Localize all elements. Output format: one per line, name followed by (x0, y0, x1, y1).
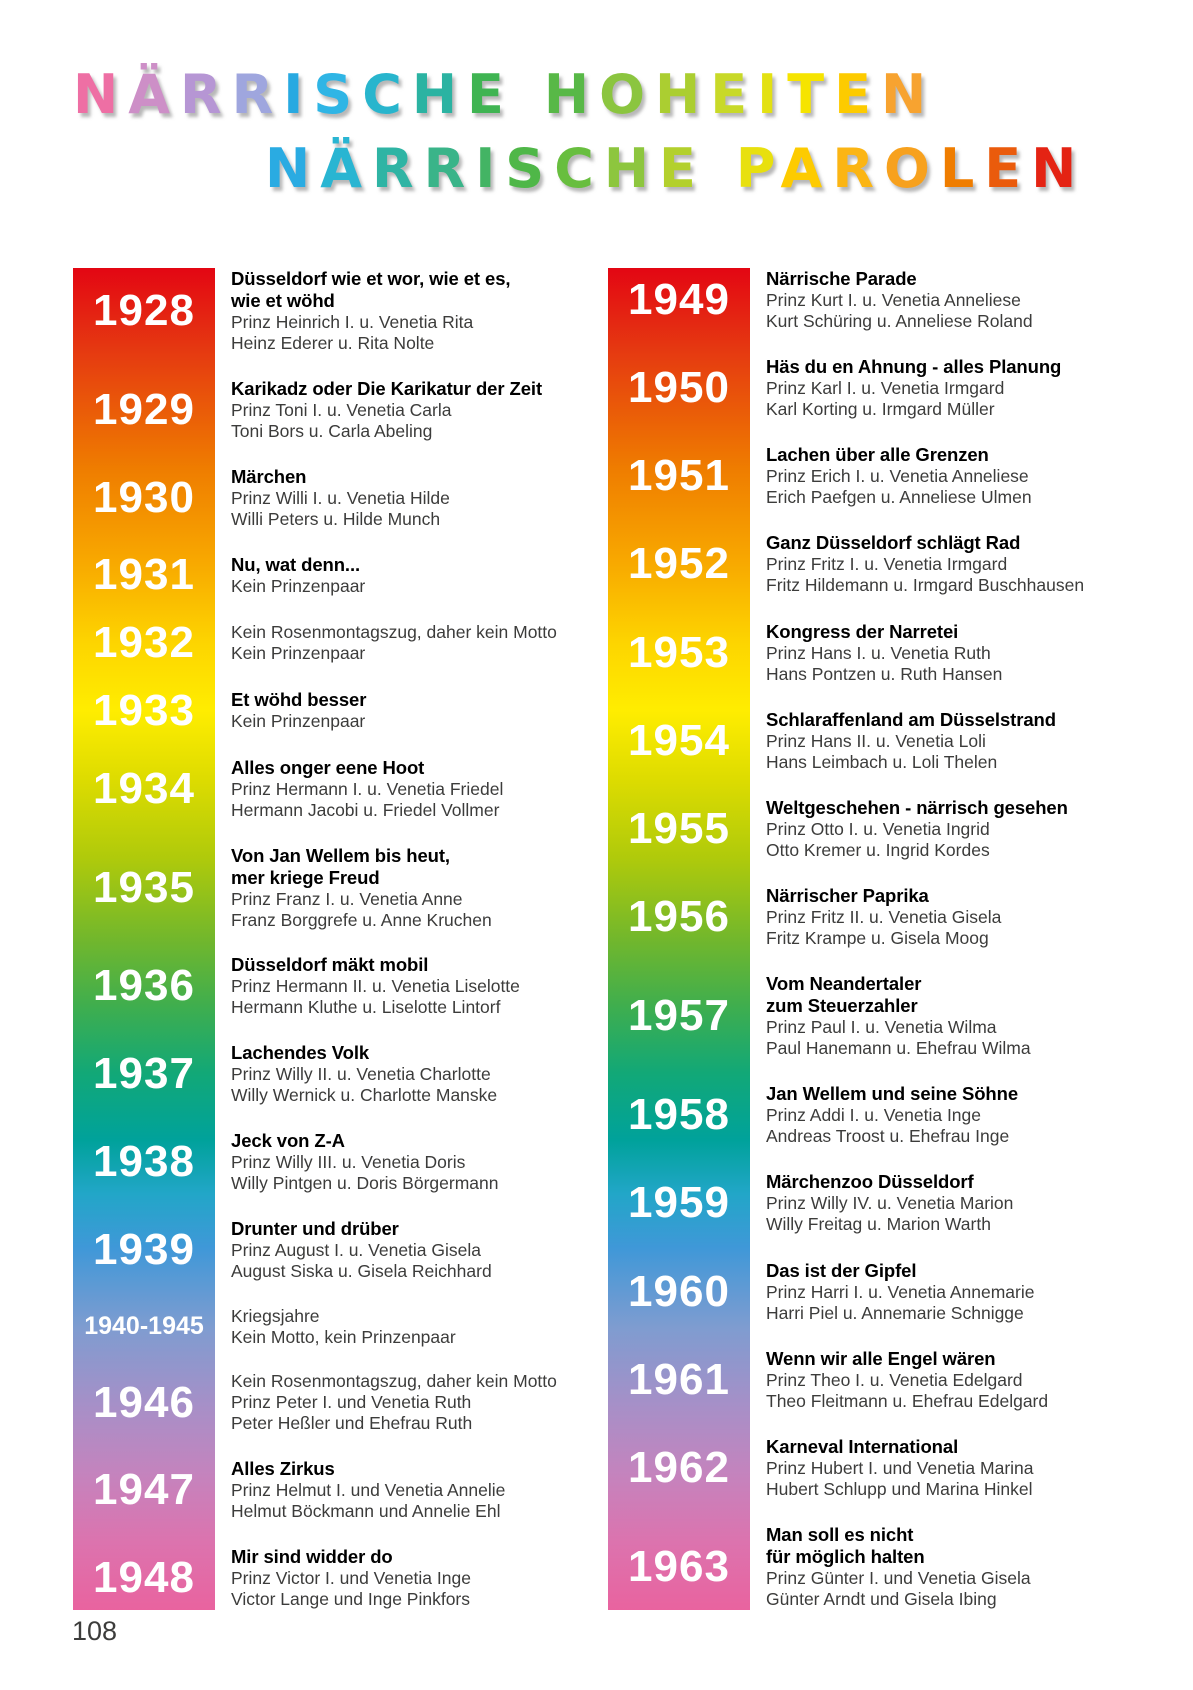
names-line: Kein Motto, kein Prinzenpaar (231, 1326, 456, 1347)
entry-text (766, 973, 1153, 1059)
names-line: Kriegsjahre (231, 1305, 320, 1326)
names-line: Heinz Ederer u. Rita Nolte (231, 333, 435, 353)
motto-line: Jeck von Z-A (231, 1129, 345, 1151)
title-letter: E (467, 63, 514, 126)
motto-line: Düsseldorf mäkt mobil (231, 954, 429, 976)
names-line: Kein Prinzenpaar (231, 575, 366, 596)
year-entry (73, 1130, 608, 1194)
names-line: Kein Prinzenpaar (231, 711, 366, 732)
title-letter: A (780, 137, 833, 200)
year-label: 1931 (93, 550, 195, 600)
names-line: Prinz Franz I. u. Venetia Anne (231, 888, 463, 909)
names-line: Prinz Hermann I. u. Venetia Friedel (231, 778, 504, 799)
names-line: Prinz Hermann II. u. Venetia Liselotte (231, 976, 520, 997)
names-line: Karl Korting u. Irmgard Müller (766, 399, 995, 420)
entry-text (766, 797, 1153, 861)
motto-line: wie et wöhd (231, 290, 335, 311)
entry-text (231, 1130, 608, 1194)
year-entry (608, 268, 1153, 332)
year-label: 1962 (628, 1442, 730, 1492)
names-line: Peter Heßler und Ehefrau Ruth (231, 1413, 473, 1434)
names-line: Willi Peters u. Hilde Munch (231, 508, 441, 529)
entry-text (766, 621, 1153, 685)
motto-line: Drunter und drüber (231, 1217, 399, 1239)
motto-line: Lachen über alle Grenzen (766, 444, 989, 466)
entry-text (231, 1042, 608, 1106)
year-entry (608, 709, 1153, 773)
names-line: Prinz Heinrich I. u. Venetia Rita (231, 312, 474, 332)
names-line: Prinz Victor I. und Venetia Inge (231, 1567, 471, 1588)
title-letter: R (231, 63, 284, 126)
year-entry (608, 797, 1153, 861)
names-line: Franz Borggrefe u. Anne Kruchen (231, 909, 492, 930)
title-letter: R (423, 137, 476, 200)
year-entry (608, 1524, 1153, 1610)
entry-text (231, 757, 608, 821)
names-line: Kein Rosenmontagszug, daher kein Motto (231, 1371, 557, 1392)
names-line: Prinz Erich I. u. Venetia Anneliese (766, 466, 1029, 487)
motto-line: Karikadz oder Die Karikatur der Zeit (231, 377, 542, 399)
year-entry (608, 885, 1153, 949)
title-letter: N (880, 63, 937, 126)
year-label: 1935 (93, 862, 195, 912)
motto-line: Alles Zirkus (231, 1458, 335, 1480)
entry-text (766, 1436, 1153, 1500)
motto-line: Schlaraffenland am Düsselstrand (766, 708, 1056, 730)
names-line: Toni Bors u. Carla Abeling (231, 420, 433, 441)
names-line: Willy Pintgen u. Doris Börgermann (231, 1172, 499, 1193)
names-line: Kein Rosenmontagszug, daher kein Motto (231, 622, 557, 643)
names-line: Helmut Böckmann und Annelie Ehl (231, 1501, 501, 1522)
names-line: Prinz Willi I. u. Venetia Hilde (231, 487, 450, 508)
entry-text (231, 268, 608, 354)
title-letter: N (1031, 137, 1087, 200)
names-line: Harri Piel u. Annemarie Schnigge (766, 1302, 1024, 1323)
names-line: Kein Prinzenpaar (231, 643, 366, 664)
names-line: Victor Lange und Inge Pinkfors (231, 1588, 471, 1609)
names-line: Prinz Toni I. u. Venetia Carla (231, 399, 452, 420)
names-line: Prinz Karl I. u. Venetia Irmgard (766, 378, 1005, 399)
motto-line: Nu, wat denn... (231, 553, 361, 575)
title-letter: Ä (320, 137, 372, 200)
title-letter: T (787, 63, 835, 126)
motto-line: Närrischer Paprika (766, 884, 929, 906)
title-letter: O (599, 63, 656, 126)
year-label: 1959 (628, 1178, 730, 1228)
entry-text (231, 689, 608, 732)
year-entry (608, 1348, 1153, 1412)
year-label: 1947 (93, 1465, 195, 1515)
title-letter: E (984, 137, 1032, 200)
title-line-1 (73, 58, 1086, 132)
entry-text (231, 954, 608, 1018)
year-entry (608, 532, 1153, 596)
motto-line: Von Jan Wellem bis heut, (231, 844, 450, 866)
title-letter: E (834, 63, 881, 126)
year-label: 1937 (93, 1049, 195, 1099)
title-letter: H (603, 137, 660, 200)
names-line: Erich Paefgen u. Anneliese Ulmen (766, 487, 1032, 508)
motto-line: Wenn wir alle Engel wären (766, 1347, 996, 1369)
motto-line: zum Steuerzahler (766, 995, 918, 1017)
year-entry (608, 356, 1153, 420)
names-line: Hermann Kluthe u. Liselotte Lintorf (231, 997, 501, 1018)
year-entry (608, 1171, 1153, 1235)
motto-line: Alles onger eene Hoot (231, 756, 425, 778)
title-letter: O (883, 137, 940, 200)
names-line: Willy Freitag u. Marion Warth (766, 1214, 991, 1235)
motto-line: Ganz Düsseldorf schlägt Rad (766, 532, 1021, 554)
year-label: 1946 (93, 1377, 195, 1427)
entry-text (766, 356, 1153, 420)
page-title (73, 58, 1086, 206)
year-entry (73, 1218, 608, 1282)
title-letter: N (265, 137, 321, 200)
title-letter: H (411, 63, 468, 126)
motto-line: für möglich halten (766, 1545, 925, 1567)
entry-text (766, 1524, 1153, 1610)
title-letter: H (655, 63, 711, 126)
names-line: Fritz Krampe u. Gisela Moog (766, 927, 989, 948)
motto-line: Das ist der Gipfel (766, 1259, 917, 1281)
year-label: 1952 (628, 539, 730, 589)
year-entry (73, 1306, 608, 1348)
year-label: 1940-1945 (84, 1312, 204, 1341)
year-entry (608, 1260, 1153, 1324)
names-line: Willy Wernick u. Charlotte Manske (231, 1085, 498, 1106)
year-label: 1953 (628, 627, 730, 677)
motto-line: Kongress der Narretei (766, 620, 959, 642)
title-letter: I (475, 137, 506, 200)
names-line: Hubert Schlupp und Marina Hinkel (766, 1478, 1033, 1499)
title-letter: S (505, 137, 555, 200)
title-letter: H (543, 63, 600, 126)
year-label: 1933 (93, 685, 195, 735)
year-entry (73, 845, 608, 931)
year-entry (73, 618, 608, 668)
names-line: Theo Fleitmann u. Ehefrau Edelgard (766, 1390, 1049, 1411)
year-label: 1951 (628, 451, 730, 501)
names-line: Hans Pontzen u. Ruth Hansen (766, 663, 1003, 684)
names-line: Kurt Schüring u. Anneliese Roland (766, 311, 1033, 331)
motto-line: Man soll es nicht (766, 1523, 914, 1545)
title-letter: E (710, 63, 758, 126)
entry-text (231, 554, 608, 597)
entry-text (766, 532, 1153, 596)
year-label: 1936 (93, 961, 195, 1011)
entry-text (766, 1171, 1153, 1235)
motto-line: Weltgeschehen - närrisch gesehen (766, 796, 1068, 818)
names-line: Prinz Harri I. u. Venetia Annemarie (766, 1281, 1035, 1302)
names-line: Prinz Addi I. u. Venetia Inge (766, 1105, 982, 1126)
names-line: Paul Hanemann u. Ehefrau Wilma (766, 1038, 1031, 1059)
motto-line: Häs du en Ahnung - alles Planung (766, 356, 1062, 378)
entry-text (231, 622, 608, 664)
names-line: Prinz Hans II. u. Venetia Loli (766, 730, 986, 751)
entry-text (231, 1546, 608, 1610)
title-letter: N (73, 63, 129, 126)
entry-text (231, 1306, 608, 1348)
year-entry (608, 1083, 1153, 1147)
entry-text (231, 1218, 608, 1282)
title-letter: C (554, 137, 604, 200)
year-entry (73, 268, 608, 354)
year-label: 1929 (93, 384, 195, 434)
names-line: Prinz Willy III. u. Venetia Doris (231, 1151, 466, 1172)
entry-text (231, 845, 608, 931)
names-line: Prinz Willy II. u. Venetia Charlotte (231, 1064, 491, 1085)
entry-text (766, 444, 1153, 508)
year-label: 1960 (628, 1266, 730, 1316)
names-line: Prinz Helmut I. und Venetia Annelie (231, 1480, 506, 1501)
entry-text (231, 466, 608, 530)
year-label: 1950 (628, 363, 730, 413)
title-letter: R (372, 137, 424, 200)
year-label: 1939 (93, 1224, 195, 1274)
names-line: Fritz Hildemann u. Irmgard Buschhausen (766, 575, 1085, 596)
title-letter: P (735, 137, 781, 200)
names-line: Prinz Theo I. u. Venetia Edelgard (766, 1369, 1023, 1390)
year-label: 1956 (628, 891, 730, 941)
entry-text (231, 1458, 608, 1522)
year-entry (73, 1458, 608, 1522)
year-label: 1961 (628, 1354, 730, 1404)
year-entry (73, 1546, 608, 1610)
names-line: Prinz Fritz II. u. Venetia Gisela (766, 906, 1002, 927)
year-label: 1930 (93, 472, 195, 522)
entry-text (766, 709, 1153, 773)
year-label: 1938 (93, 1136, 195, 1186)
column-right (608, 268, 1153, 1610)
year-label: 1963 (628, 1541, 730, 1591)
names-line: Prinz Günter I. und Venetia Gisela (766, 1567, 1031, 1588)
page-number: 108 (72, 1616, 118, 1646)
year-entry (608, 1436, 1153, 1500)
entry-text (766, 268, 1153, 332)
year-entry (608, 444, 1153, 508)
motto-line: Et wöhd besser (231, 689, 367, 711)
year-columns (73, 268, 1153, 1610)
year-entry (608, 621, 1153, 685)
year-entry (608, 973, 1153, 1059)
title-letter: Ä (128, 63, 180, 126)
title-line-2 (265, 132, 1086, 206)
motto-line: mer kriege Freud (231, 866, 380, 888)
motto-line: Mir sind widder do (231, 1545, 393, 1567)
names-line: Prinz August I. u. Venetia Gisela (231, 1239, 482, 1260)
names-line: Prinz Peter I. und Venetia Ruth (231, 1392, 472, 1413)
title-letter: I (757, 63, 788, 126)
year-label: 1949 (628, 275, 730, 324)
entry-text (766, 1348, 1153, 1412)
year-label: 1928 (93, 286, 195, 335)
motto-line: Lachendes Volk (231, 1042, 370, 1064)
names-line: Prinz Willy IV. u. Venetia Marion (766, 1193, 1014, 1214)
year-label: 1932 (93, 618, 195, 668)
entry-text (766, 1260, 1153, 1324)
title-letter: I (283, 63, 314, 126)
year-label: 1957 (628, 991, 730, 1041)
entry-text (231, 1371, 608, 1434)
year-entry (73, 685, 608, 735)
year-entry (73, 1371, 608, 1434)
motto-line: Vom Neandertaler (766, 973, 922, 995)
year-label: 1958 (628, 1090, 730, 1140)
motto-line: Märchen (231, 465, 307, 487)
names-line: Prinz Kurt I. u. Venetia Anneliese (766, 290, 1021, 310)
names-line: Hermann Jacobi u. Friedel Vollmer (231, 799, 500, 820)
motto-line: Karneval International (766, 1435, 959, 1457)
year-label: 1955 (628, 803, 730, 853)
title-letter: C (362, 63, 412, 126)
year-entry (73, 550, 608, 600)
title-letter: R (180, 63, 232, 126)
names-line: Prinz Fritz I. u. Venetia Irmgard (766, 554, 1008, 575)
title-letter: R (832, 137, 884, 200)
names-line: Andreas Troost u. Ehefrau Inge (766, 1126, 1010, 1147)
year-label: 1934 (93, 763, 195, 813)
motto-line: Jan Wellem und seine Söhne (766, 1083, 1019, 1105)
names-line: Günter Arndt und Gisela Ibing (766, 1588, 997, 1609)
year-label: 1948 (93, 1552, 195, 1602)
entry-text (231, 378, 608, 442)
entry-text (766, 1083, 1153, 1147)
entry-text (766, 885, 1153, 949)
year-entry (73, 757, 608, 821)
year-entry (73, 1042, 608, 1106)
title-letter: L (939, 137, 985, 200)
motto-line: Düsseldorf wie et wor, wie et es, (231, 268, 511, 289)
motto-line: Märchenzoo Düsseldorf (766, 1171, 974, 1193)
names-line: Hans Leimbach u. Loli Thelen (766, 751, 998, 772)
names-line: Otto Kremer u. Ingrid Kordes (766, 839, 990, 860)
names-line: Prinz Hubert I. und Venetia Marina (766, 1457, 1034, 1478)
title-letter: E (659, 137, 706, 200)
year-entry (73, 466, 608, 530)
motto-line: Närrische Parade (766, 268, 917, 289)
title-letter: S (313, 63, 363, 126)
year-entry (73, 954, 608, 1018)
year-label: 1954 (628, 715, 730, 765)
names-line: Prinz Hans I. u. Venetia Ruth (766, 642, 991, 663)
column-left (73, 268, 608, 1610)
names-line: Prinz Paul I. u. Venetia Wilma (766, 1017, 997, 1038)
year-entry (73, 378, 608, 442)
names-line: August Siska u. Gisela Reichhard (231, 1260, 492, 1281)
names-line: Prinz Otto I. u. Venetia Ingrid (766, 818, 990, 839)
